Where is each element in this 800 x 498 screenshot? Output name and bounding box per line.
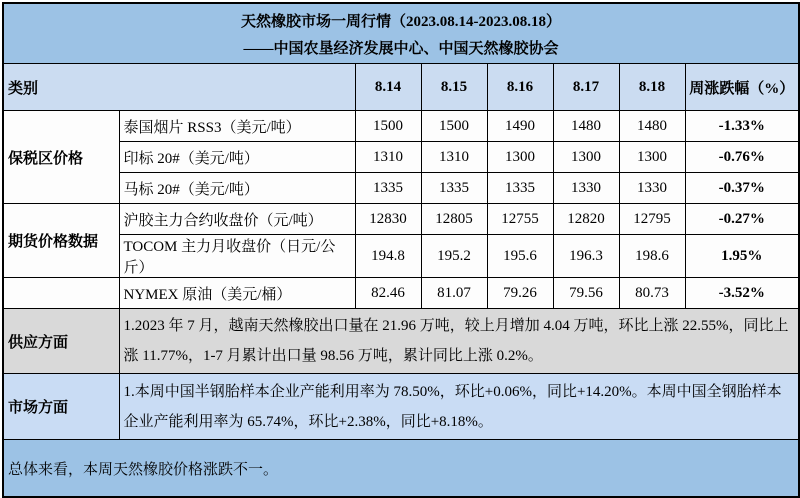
category-header: 类别: [3, 64, 355, 111]
price-value: 79.56: [553, 278, 619, 309]
price-value: 1335: [355, 173, 421, 204]
group-label-empty: [3, 278, 119, 309]
group-label-bonded-zone: 保税区价格: [3, 111, 119, 204]
supply-section-text: [119, 309, 799, 374]
item-label: 马标 20#（美元/吨）: [119, 173, 355, 204]
price-value: 1310: [355, 142, 421, 173]
market-section-label: 市场方面: [3, 374, 119, 440]
price-value: 1500: [421, 111, 487, 142]
date-header: 8.15: [421, 64, 487, 111]
supply-section-label: 供应方面: [3, 309, 119, 374]
rubber-market-table: [2, 2, 800, 498]
title-cell: [3, 3, 799, 64]
price-value: 81.07: [421, 278, 487, 309]
price-value: 1500: [355, 111, 421, 142]
table-row: [3, 204, 799, 235]
summary-text: 总体来看，本周天然橡胶价格涨跌不一。: [3, 440, 799, 498]
price-value: 194.8: [355, 235, 421, 278]
weekly-change-value: -0.37%: [685, 173, 799, 204]
table-row: [3, 142, 799, 173]
market-paragraph: 1.本周中国半钢胎样本企业产能利用率为 78.50%，环比+0.06%，同比+14.20%。本周中国全钢胎样本企业产能利用率为 65.74%，环比+2.38%，同比+8.18%。: [123, 383, 782, 430]
price-value: 1480: [619, 111, 685, 142]
table-row: [3, 278, 799, 309]
weekly-change-value: -3.52%: [685, 278, 799, 309]
date-header: 8.14: [355, 64, 421, 111]
price-value: 1300: [487, 142, 553, 173]
market-section-text: [119, 374, 799, 440]
supply-section-row: [3, 309, 799, 374]
group-label-futures: 期货价格数据: [3, 204, 119, 278]
item-label: 沪胶主力合约收盘价（元/吨）: [119, 204, 355, 235]
date-header: 8.17: [553, 64, 619, 111]
price-value: 1480: [553, 111, 619, 142]
price-value: 1335: [421, 173, 487, 204]
table-row: [3, 173, 799, 204]
column-header-row: [3, 64, 799, 111]
price-value: 195.6: [487, 235, 553, 278]
table-row: [3, 111, 799, 142]
date-header: 8.18: [619, 64, 685, 111]
summary-row: [3, 440, 799, 498]
price-value: 196.3: [553, 235, 619, 278]
price-value: 12755: [487, 204, 553, 235]
price-value: 82.46: [355, 278, 421, 309]
price-value: 1330: [619, 173, 685, 204]
price-value: 79.26: [487, 278, 553, 309]
price-value: 1490: [487, 111, 553, 142]
price-value: 80.73: [619, 278, 685, 309]
supply-paragraph: 1.2023 年 7 月，越南天然橡胶出口量在 21.96 万吨，较上月增加 4.04 万吨，环比上涨 22.55%，同比上涨 11.77%，1-7 月累计出口量 98.56 万吨，累计同比上涨 0.2%。: [123, 318, 789, 364]
report-subtitle: ——中国农垦经济发展中心、中国天然橡胶协会: [243, 41, 559, 57]
price-value: 1300: [619, 142, 685, 173]
item-label: 泰国烟片 RSS3（美元/吨）: [119, 111, 355, 142]
market-section-row: [3, 374, 799, 440]
price-value: 1300: [553, 142, 619, 173]
item-label: 印标 20#（美元/吨）: [119, 142, 355, 173]
price-value: 12820: [553, 204, 619, 235]
price-value: 1310: [421, 142, 487, 173]
weekly-change-value: 1.95%: [685, 235, 799, 278]
price-value: 12805: [421, 204, 487, 235]
item-label: TOCOM 主力月收盘价（日元/公斤）: [119, 235, 355, 278]
weekly-change-value: -0.27%: [685, 204, 799, 235]
price-value: 1335: [487, 173, 553, 204]
date-header: 8.16: [487, 64, 553, 111]
title-row: [3, 3, 799, 64]
price-value: 195.2: [421, 235, 487, 278]
price-value: 198.6: [619, 235, 685, 278]
item-label: NYMEX 原油（美元/桶）: [119, 278, 355, 309]
price-value: 12795: [619, 204, 685, 235]
weekly-change-value: -1.33%: [685, 111, 799, 142]
table-row: [3, 235, 799, 278]
price-value: 12830: [355, 204, 421, 235]
report-title: 天然橡胶市场一周行情（2023.08.14-2023.08.18）: [241, 14, 561, 30]
weekly-change-header: 周涨跌幅（%）: [685, 64, 799, 111]
weekly-change-value: -0.76%: [685, 142, 799, 173]
price-value: 1330: [553, 173, 619, 204]
